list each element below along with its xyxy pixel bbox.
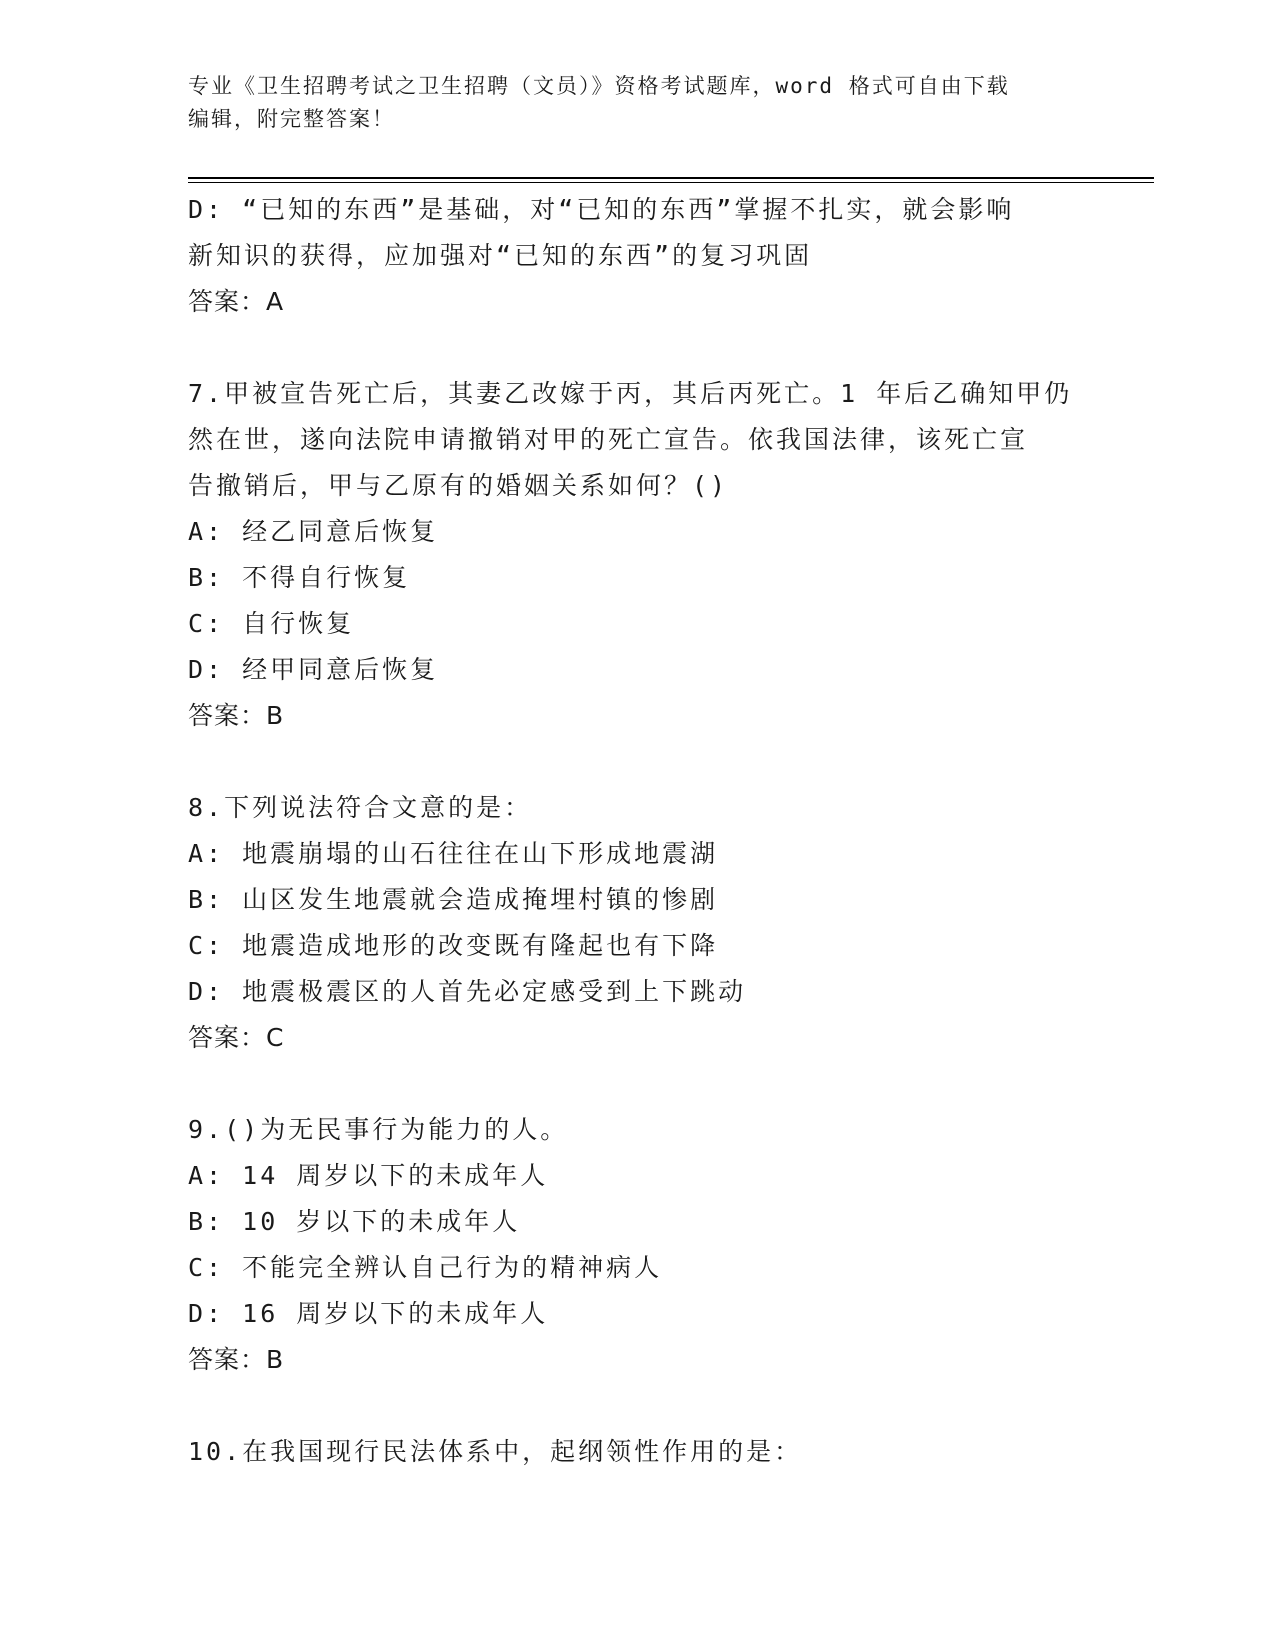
option-d-line-1: D: “已知的东西”是基础，对“已知的东西”掌握不扎实，就会影响 <box>188 195 1015 224</box>
option-d: D: 16 周岁以下的未成年人 <box>188 1299 549 1328</box>
previous-question-tail <box>188 187 1128 325</box>
question-stem: 10.在我国现行民法体系中，起纲领性作用的是： <box>188 1437 803 1466</box>
question-spacer <box>188 325 1128 371</box>
question-spacer <box>188 739 1128 785</box>
question-8 <box>188 785 1128 1061</box>
option-a: A: 经乙同意后恢复 <box>188 517 439 546</box>
option-c: C: 自行恢复 <box>188 609 355 638</box>
header-line-2: 编辑，附完整答案！ <box>188 107 395 131</box>
question-content <box>188 187 1128 1475</box>
answer-label: 答案：B <box>188 701 285 730</box>
question-stem: 告撤销后，甲与乙原有的婚姻关系如何？() <box>188 471 729 500</box>
header-divider-thick <box>188 177 1154 179</box>
answer-label: 答案：B <box>188 1345 285 1374</box>
document-header <box>188 70 1088 136</box>
question-9 <box>188 1107 1128 1383</box>
option-a: A: 地震崩塌的山石往往在山下形成地震湖 <box>188 839 719 868</box>
question-spacer <box>188 1061 1128 1107</box>
answer-label: 答案：C <box>188 1023 285 1052</box>
option-d-line-2: 新知识的获得，应加强对“已知的东西”的复习巩固 <box>188 241 813 270</box>
option-b: B: 山区发生地震就会造成掩埋村镇的惨剧 <box>188 885 719 914</box>
header-line-1: 专业《卫生招聘考试之卫生招聘（文员）》资格考试题库，word 格式可自由下载 <box>188 74 1010 98</box>
option-c: C: 不能完全辨认自己行为的精神病人 <box>188 1253 663 1282</box>
option-b: B: 不得自行恢复 <box>188 563 411 592</box>
option-c: C: 地震造成地形的改变既有隆起也有下降 <box>188 931 719 960</box>
option-d: D: 地震极震区的人首先必定感受到上下跳动 <box>188 977 747 1006</box>
question-stem: 7.甲被宣告死亡后，其妻乙改嫁于丙，其后丙死亡。1 年后乙确知甲仍 <box>188 379 1073 408</box>
question-stem: 8.下列说法符合文意的是： <box>188 793 533 822</box>
option-a: A: 14 周岁以下的未成年人 <box>188 1161 549 1190</box>
answer-label: 答案：A <box>188 287 285 316</box>
question-7 <box>188 371 1128 739</box>
option-b: B: 10 岁以下的未成年人 <box>188 1207 521 1236</box>
question-stem: 然在世，遂向法院申请撤销对甲的死亡宣告。依我国法律，该死亡宣 <box>188 425 1029 454</box>
question-spacer <box>188 1383 1128 1429</box>
option-d: D: 经甲同意后恢复 <box>188 655 439 684</box>
question-stem: 9.()为无民事行为能力的人。 <box>188 1115 569 1144</box>
question-10 <box>188 1429 1128 1475</box>
header-divider-thin <box>188 182 1154 183</box>
